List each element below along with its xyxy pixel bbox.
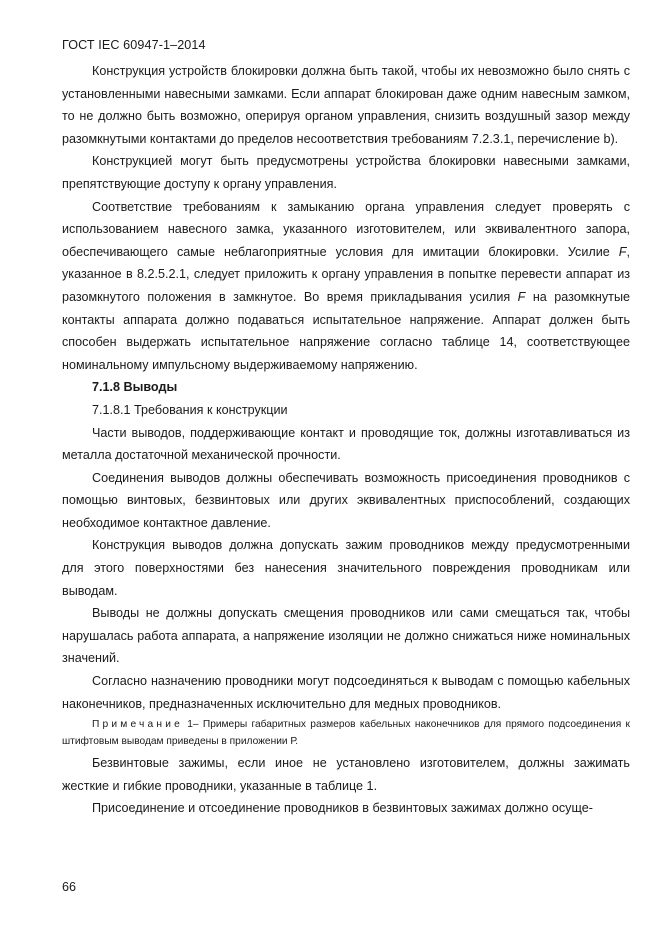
paragraph: Безвинтовые зажимы, если иное не установлено изготовителем, должны зажимать жесткие и гибкие проводники, указанные в таблице 1. [62, 756, 630, 793]
document-body [62, 60, 630, 820]
note [62, 716, 630, 750]
paragraph [62, 196, 630, 377]
paragraph: Присоединение и отсоединение проводников в безвинтовых зажимах должно осуще- [92, 801, 593, 816]
document-header: ГОСТ IEC 60947-1–2014 [62, 38, 206, 52]
note-label: Примечание [92, 719, 183, 731]
paragraph: Выводы не должны допускать смещения проводников или сами смещаться так, чтобы нарушалась работа аппарата, а напряжение изоляции не должно снижаться ниже номинальных значений. [62, 606, 630, 666]
paragraph: Согласно назначению проводники могут подсоединяться к выводам с помощью кабельных наконечников, предназначенных исключительно для медных проводников. [62, 674, 630, 711]
paragraph-text: , указанное в 8.2.5.2.1, следует приложить к органу управления в попытке перевести аппарат из разомкнутого положения в замкнутое. Во время прикладывания усилия [62, 244, 630, 304]
subsection-heading: 7.1.8.1 Требования к конструкции [92, 402, 288, 417]
force-symbol: F [618, 244, 627, 259]
note-text: 1– Примеры габаритных размеров кабельных наконечников для прямого подсоединения к штифтовым выводам приведены в приложении Р. [62, 719, 630, 748]
paragraph-text: Соответствие требованиям к замыканию органа управления следует проверять с использованием навесного замка, указанного изготовителем, или эквивалентного запора, обеспечивающего самые неблагоприятные условия для имитации блокировки. Усилие [62, 199, 630, 259]
paragraph: Конструкция устройств блокировки должна быть такой, чтобы их невозможно было снять с установленными навесными замками. Если аппарат блокирован даже одним навесным замком, то не должно быть возможно, оперируя органом управления, снизить воздушный зазор между разомкнутыми контактами до пределов несоответствия требованиям 7.2.3.1, перечисление b). [62, 64, 630, 146]
paragraph: Соединения выводов должны обеспечивать возможность присоединения проводников с помощью винтовых, безвинтовых или других эквивалентных приспособлений, создающих необходимое контактное давление. [62, 470, 630, 530]
paragraph-text: на разомкнутые контакты аппарата должно подаваться испытательное напряжение. Аппарат должен быть способен выдержать испытательное напряжение согласно таблице 14, соответствующее номинальному импульсному выдерживаемому напряжению. [62, 289, 630, 372]
paragraph: Конструкцией могут быть предусмотрены устройства блокировки навесными замками, препятствующие доступу к органу управления. [62, 154, 630, 191]
paragraph: Конструкция выводов должна допускать зажим проводников между предусмотренными для этого поверхностями без нанесения значительного повреждения проводникам или выводам. [62, 538, 630, 598]
page-number: 66 [62, 880, 77, 894]
section-heading: 7.1.8 Выводы [92, 380, 178, 395]
paragraph: Части выводов, поддерживающие контакт и проводящие ток, должны изготавливаться из металла достаточной механической прочности. [62, 425, 630, 463]
force-symbol: F [517, 289, 526, 304]
